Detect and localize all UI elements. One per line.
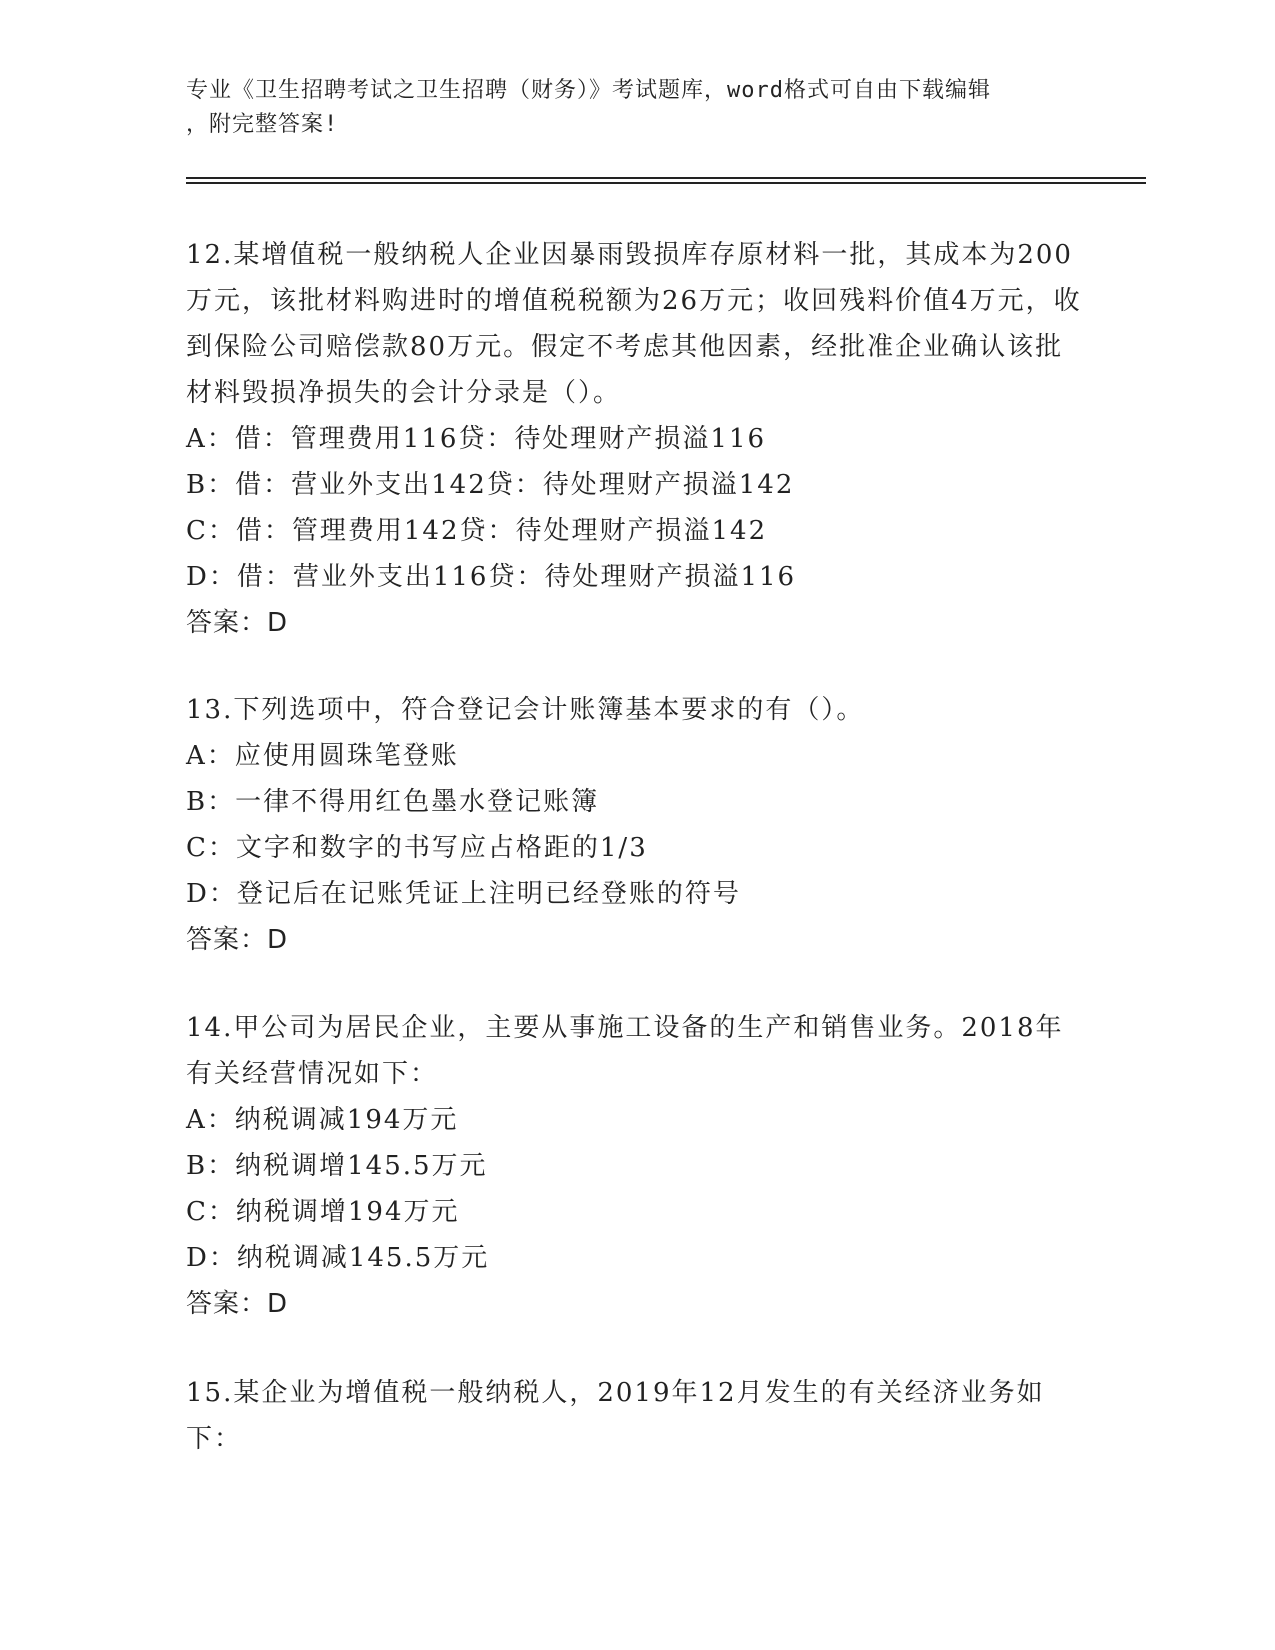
- option-c: C：文字和数字的书写应占格距的1/3: [186, 833, 648, 863]
- question-stem: 13.下列选项中，符合登记会计账簿基本要求的有（）。: [186, 695, 865, 725]
- option-b: B：一律不得用红色墨水登记账簿: [186, 787, 600, 817]
- header-divider-top: [186, 177, 1146, 179]
- option-a: A：纳税调减194万元: [186, 1105, 459, 1135]
- option-b: B：纳税调增145.5万元: [186, 1151, 488, 1181]
- header-divider-bottom: [186, 182, 1146, 184]
- option-a: A：应使用圆珠笔登账: [186, 741, 459, 771]
- question-13: [186, 687, 1086, 963]
- question-12: [186, 232, 1086, 646]
- question-15: [186, 1370, 1086, 1462]
- option-b: B：借：营业外支出142贷：待处理财产损溢142: [186, 470, 795, 500]
- option-d: D：借：营业外支出116贷：待处理财产损溢116: [186, 562, 797, 592]
- question-stem: 12.某增值税一般纳税人企业因暴雨毁损库存原材料一批，其成本为200万元，该批材料购进时的增值税税额为26万元；收回残料价值4万元，收到保险公司赔偿款80万元。假定不考虑其他因素，经批准企业确认该批材料毁损净损失的会计分录是（）。: [186, 240, 1082, 408]
- question-14: [186, 1005, 1086, 1327]
- option-c: C：借：管理费用142贷：待处理财产损溢142: [186, 516, 768, 546]
- question-stem: 15.某企业为增值税一般纳税人，2019年12月发生的有关经济业务如下：: [186, 1378, 1045, 1454]
- option-d: D：纳税调减145.5万元: [186, 1243, 490, 1273]
- answer-line: 答案：D: [186, 608, 289, 638]
- document-header: [186, 74, 1086, 142]
- answer-line: 答案：D: [186, 925, 289, 955]
- header-line-1: 专业《卫生招聘考试之卫生招聘（财务）》考试题库，word格式可自由下载编辑: [186, 78, 991, 103]
- option-a: A：借：管理费用116贷：待处理财产损溢116: [186, 424, 767, 454]
- header-line-2: ，附完整答案!: [186, 112, 339, 137]
- option-c: C：纳税调增194万元: [186, 1197, 460, 1227]
- answer-line: 答案：D: [186, 1289, 289, 1319]
- option-d: D：登记后在记账凭证上注明已经登账的符号: [186, 879, 741, 909]
- question-stem: 14.甲公司为居民企业，主要从事施工设备的生产和销售业务。2018年有关经营情况如下：: [186, 1013, 1064, 1089]
